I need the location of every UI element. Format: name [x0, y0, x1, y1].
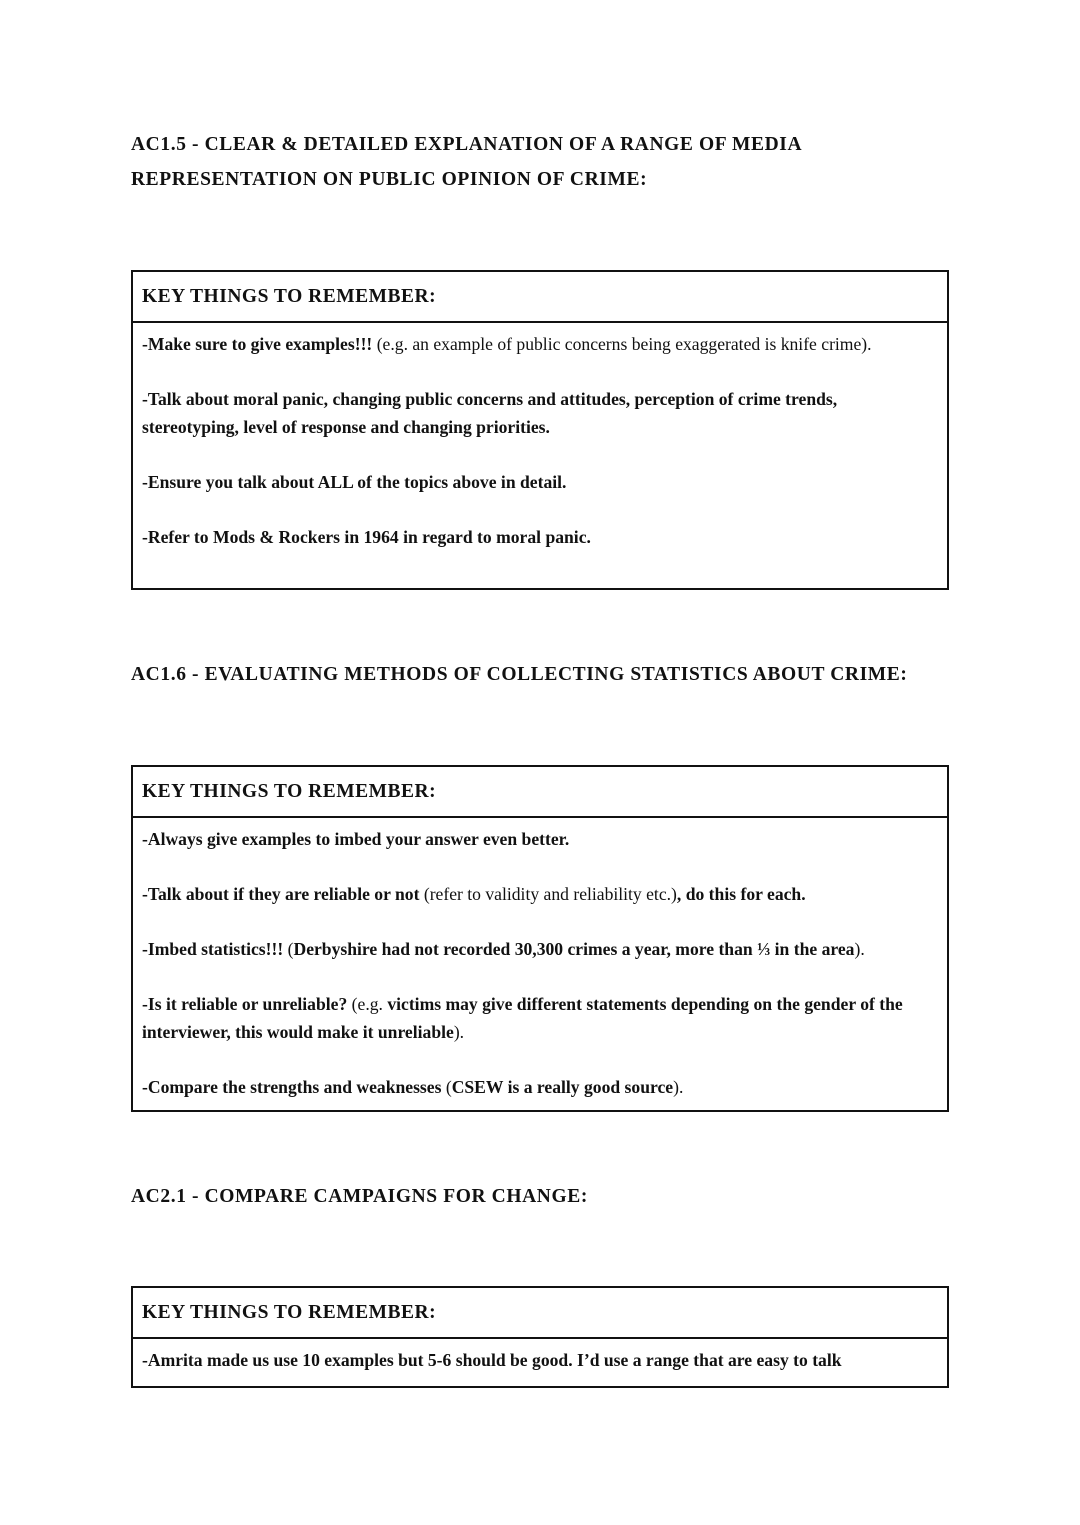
heading-line: AC1.6 - EVALUATING METHODS OF COLLECTING STATISTICS ABOUT CRIME:	[131, 664, 908, 685]
bullet-item	[142, 386, 938, 441]
key-things-box-ac1-6	[131, 765, 949, 1112]
item-text: CSEW is a really good source	[451, 1076, 674, 1097]
item-text: ).	[453, 1021, 465, 1042]
item-text: ).	[854, 939, 865, 959]
item-text: -Ensure you talk about ALL of the topics above in detail.	[142, 471, 567, 492]
bullet-item	[142, 826, 938, 854]
box-body	[133, 323, 947, 557]
bullet-item	[142, 331, 938, 359]
section-heading-ac1-5	[131, 127, 931, 197]
bullet-item	[142, 991, 938, 1046]
item-text: (	[287, 939, 294, 959]
item-text: -Always give examples to imbed your answer even better.	[142, 829, 570, 849]
bullet-item	[142, 936, 938, 964]
item-text: -Imbed statistics!!!	[142, 939, 288, 959]
item-text: Derbyshire had not recorded 30,300 crimes a year, more than ⅓ in the area	[293, 939, 855, 959]
item-text: -Compare the strengths and weaknesses	[142, 1076, 446, 1097]
item-text: -Make sure to give examples!!!	[142, 334, 377, 354]
item-text: -Talk about moral panic, changing public concerns and attitudes, perception of crime trends, stereotyping, level of response and changing priorities.	[142, 389, 838, 437]
item-text: victims may give different statements depending on the gender of the interviewer, this would make it unreliable	[142, 994, 903, 1042]
heading-line: AC2.1 - COMPARE CAMPAIGNS FOR CHANGE:	[131, 1186, 588, 1207]
section-heading-ac1-6	[131, 657, 931, 692]
item-text: (e.g.	[351, 994, 388, 1014]
box-title: KEY THINGS TO REMEMBER:	[133, 767, 947, 818]
item-text: , do this for each.	[676, 884, 806, 904]
item-text: (e.g. an example of public concerns being exaggerated is knife crime).	[376, 334, 872, 354]
item-text: -Refer to Mods & Rockers in 1964 in regard to moral panic.	[142, 526, 591, 547]
item-text: (	[445, 1076, 452, 1097]
box-body	[133, 818, 947, 1107]
box-body	[133, 1339, 947, 1381]
heading-line: AC1.5 - CLEAR & DETAILED EXPLANATION OF A RANGE OF MEDIA	[131, 134, 803, 155]
box-title: KEY THINGS TO REMEMBER:	[133, 1288, 947, 1339]
item-text: -Talk about if they are reliable or not	[142, 884, 424, 904]
box-title: KEY THINGS TO REMEMBER:	[133, 272, 947, 323]
heading-line: REPRESENTATION ON PUBLIC OPINION OF CRIME:	[131, 169, 648, 190]
bullet-item	[142, 524, 938, 552]
bullet-item	[142, 469, 938, 497]
key-things-box-ac2-1	[131, 1286, 949, 1388]
item-text: -Is it reliable or unreliable?	[142, 994, 352, 1014]
key-things-box-ac1-5	[131, 270, 949, 590]
bullet-item	[142, 881, 938, 909]
bullet-item	[142, 1347, 938, 1375]
item-text: (refer to validity and reliability etc.)	[423, 884, 677, 904]
item-text: -Amrita made us use 10 examples but 5-6 should be good. I’d use a range that are easy to talk	[142, 1350, 842, 1370]
bullet-item	[142, 1074, 938, 1102]
section-heading-ac2-1	[131, 1179, 931, 1214]
item-text: ).	[673, 1076, 684, 1097]
